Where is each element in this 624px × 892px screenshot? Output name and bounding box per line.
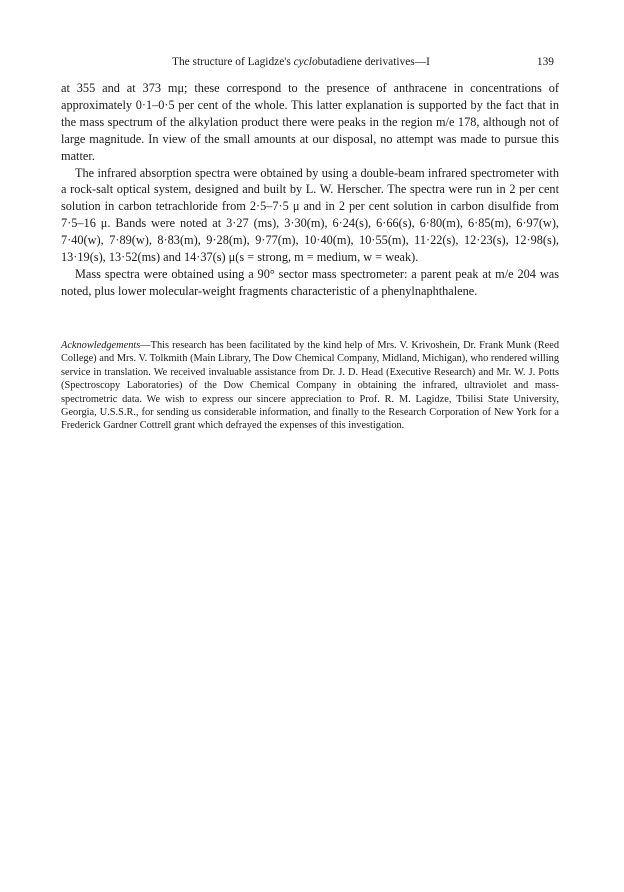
acknowledgements xyxy=(61,339,559,433)
acknowledgements-text: —This research has been facilitated by the kind help of Mrs. V. Krivoshein, Dr. Frank Munk (Reed College) and Mrs. V. Tolkmith (Main Library, The Dow Chemical Company, Midland, Michigan), who rendered willing service in translation. We received invaluable assistance from Dr. J. D. Head (Executive Research) and Mr. W. J. Potts (Spectroscopy Laboratories) of the Dow Chemical Company in obtaining the infrared, ultraviolet and mass-spectrometric data. We wish to express our sincere appreciation to Prof. R. M. Lagidze, Tbilisi State University, Georgia, U.S.S.R., for sending us considerable information, and finally to the Research Corporation of New York for a Frederick Gardner Cottrell grant which defrayed the expenses of this investigation. xyxy=(61,340,559,432)
running-title: The structure of Lagidze's cyclobutadiene derivatives—I xyxy=(172,56,430,68)
paragraph-infrared: The infrared absorption spectra were obtained by using a double-beam infrared spectrometer with a rock-salt optical system, designed and built by L. W. Herscher. The spectra were run in 2 per cent solution in carbon tetrachloride from 2·5–7·5 μ and in 2 per cent solution in carbon disulfide from 7·5–16 μ. Bands were noted at 3·27 (ms), 3·30(m), 6·24(s), 6·66(s), 6·80(m), 6·85(m), 6·97(w), 7·40(w), 7·89(w), 8·83(m), 9·28(m), 9·77(m), 10·40(m), 10·55(m), 11·22(s), 12·23(s), 12·98(s), 13·19(s), 13·52(ms) and 14·37(s) μ(s = strong, m = medium, w = weak). xyxy=(61,165,559,265)
page-number: 139 xyxy=(536,56,554,68)
body-text xyxy=(61,80,559,300)
paragraph-uv-discussion: at 355 and at 373 mμ; these correspond to the presence of anthracene in concentrations of approximately 0·1–0·5 per cent of the whole. This latter explanation is supported by the fact that in the mass spectrum of the alkylation product there were peaks in the region m/e 178, although not of large magnitude. In view of the small amounts at our disposal, no attempt was made to pursue this matter. xyxy=(61,81,559,163)
acknowledgements-heading: Acknowledgements xyxy=(61,340,141,351)
paragraph-mass-spectra: Mass spectra were obtained using a 90° sector mass spectrometer: a parent peak at m/e 204 was noted, plus lower molecular-weight fragments characteristic of a phenylnaphthalene. xyxy=(61,266,559,298)
